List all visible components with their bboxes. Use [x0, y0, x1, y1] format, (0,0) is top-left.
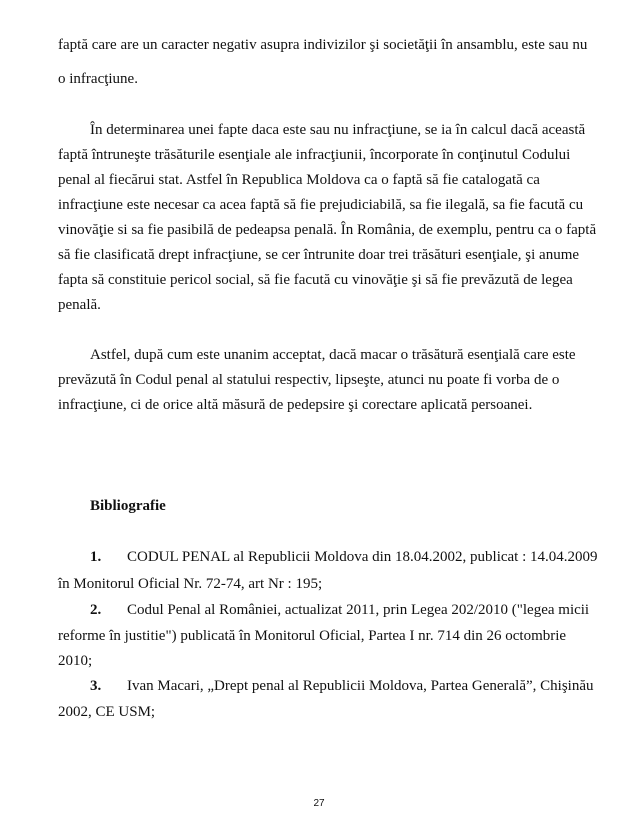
paragraph-2-line-4: infracţiune este necesar ca acea faptă să fie prejudiciabilă, sa fie ilegală, sa fie facută cu — [58, 197, 584, 213]
bibliography-item-2-line-3: 2010; — [58, 653, 93, 669]
paragraph-2-line-2: faptă întruneşte trăsăturile esenţiale ale infracţiunii, încorporate în conţinutul Codului — [58, 147, 571, 163]
bibliography-item-2-line-2: reforme în justitie") publicată în Monitorul Oficial, Partea I nr. 714 din 26 octombrie — [58, 628, 567, 644]
paragraph-3-line-3: infracţiune, ci de orice altă măsură de pedepsire şi corectare aplicată persoanei. — [58, 397, 533, 413]
paragraph-1-line-2: o infracţiune. — [58, 71, 138, 87]
bibliography-heading: Bibliografie — [90, 498, 166, 514]
page-number: 27 — [313, 798, 325, 809]
paragraph-2-line-5: vinovăţie si sa fie pasibilă de pedeapsa penală. În România, de exemplu, pentru ca o faptă — [58, 222, 597, 238]
paragraph-3-line-2: prevăzută în Codul penal al statului respectiv, lipseşte, atunci nu poate fi vorba de o — [58, 372, 560, 388]
bibliography-item-text: CODUL PENAL al Republicii Moldova din 18.04.2002, publicat : 14.04.2009 — [127, 549, 598, 565]
paragraph-1-line-1: faptă care are un caracter negativ asupra indivizilor şi societăţii în ansamblu, este sau nu — [58, 37, 588, 53]
bibliography-item-1 — [90, 548, 598, 566]
paragraph-2-line-6: să fie clasificată drept infracţiune, se cer întrunite doar trei trăsături esenţiale, şi anume — [58, 247, 580, 263]
paragraph-3-line-1: Astfel, după cum este unanim acceptat, dacă macar o trăsătură esenţială care este — [90, 347, 576, 363]
paragraph-2-line-3: penal al fiecărui stat. Astfel în Republica Moldova ca o faptă să fie catalogată ca — [58, 172, 540, 188]
bibliography-item-2 — [90, 601, 589, 619]
paragraph-2-line-8: penală. — [58, 297, 101, 313]
bibliography-item-text: Codul Penal al României, actualizat 2011, prin Legea 202/2010 ("legea micii — [127, 602, 590, 618]
paragraph-2-line-1: În determinarea unei fapte daca este sau nu infracţiune, se ia în calcul dacă această — [90, 122, 586, 138]
bibliography-item-3 — [90, 677, 594, 695]
bibliography-item-text: Ivan Macari, „Drept penal al Republicii Moldova, Partea Generală”, Chişinău — [127, 678, 594, 694]
bibliography-item-number: 2. — [90, 602, 102, 618]
bibliography-item-number: 3. — [90, 678, 102, 694]
bibliography-item-3-line-2: 2002, CE USM; — [58, 704, 156, 720]
paragraph-2-line-7: fapta să constituie pericol social, să fie facută cu vinovăţie şi să fie prevăzută de legea — [58, 272, 573, 288]
bibliography-item-1-line-2: în Monitorul Oficial Nr. 72-74, art Nr : 195; — [58, 576, 323, 592]
bibliography-item-number: 1. — [90, 549, 102, 565]
